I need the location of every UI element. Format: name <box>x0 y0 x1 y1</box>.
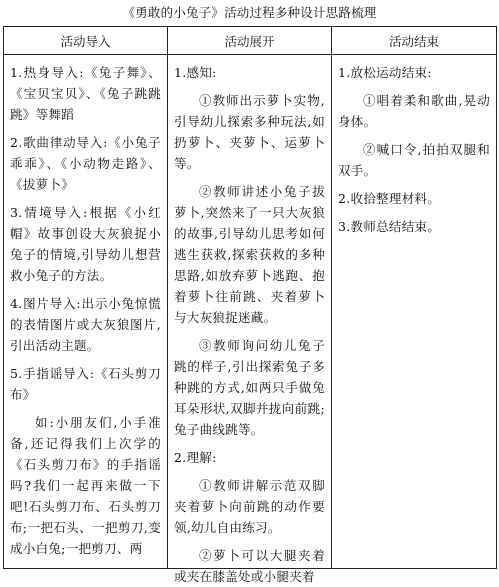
intro-item-scenario: 3.情境导入:根据《小红帽》故事创设大灰狼捉小兔子的情境,引导幼儿想营救小兔子的方法。 <box>10 205 161 283</box>
develop-heading-perceive: 1.感知: <box>174 65 217 80</box>
content-row <box>4 55 497 569</box>
develop-heading-understand: 2.理解: <box>174 450 217 465</box>
header-activity-end: 活动结束 <box>332 27 497 55</box>
develop-item-4: ①教师讲解示范双脚夹着萝卜向前跳的动作要领,幼儿自由练习。 <box>174 478 325 535</box>
intro-item-song: 2.歌曲律动导入:《小兔子乖乖》、《小动物走路》、《拔萝卜》 <box>10 135 161 192</box>
develop-column <box>168 55 332 584</box>
header-row <box>4 27 497 55</box>
ending-item-1: ①唱着柔和歌曲,晃动身体。 <box>338 93 490 129</box>
activity-table <box>3 26 497 584</box>
develop-item-1: ①教师出示萝卜实物,引导幼儿探索多种玩法,如扔萝卜、夹萝卜、运萝卜等。 <box>174 93 325 171</box>
intro-item-picture: 4.图片导入:出示小兔惊慌的表情图片或大灰狼图片,引出活动主题。 <box>10 296 161 353</box>
develop-item-5: ②萝卜可以大腿夹着或夹在膝盖处或小腿夹着 <box>174 548 325 584</box>
ending-item-summary: 3.教师总结结束。 <box>338 219 441 234</box>
ending-item-tidy: 2.收拾整理材料。 <box>338 191 441 206</box>
intro-column <box>4 55 168 569</box>
header-activity-intro: 活动导入 <box>4 27 168 55</box>
intro-item-warmup: 1.热身导入:《兔子舞》、《宝贝宝贝》、《兔子跳跳跳》等舞蹈 <box>10 65 161 122</box>
intro-item-finger-rhyme: 5.手指谣导入:《石头剪刀布》 <box>10 366 161 402</box>
ending-item-2: ②喊口令,拍拍双腿和双手。 <box>338 142 490 178</box>
intro-item-example: 如:小朋友们,小手准备,还记得我们上次学的《石头剪刀布》的手指谣吗?我们一起再来做一下吧!石头剪刀布、石头剪刀布;一把石头、一把剪刀,变成小白兔;一把剪刀、两 <box>10 415 161 556</box>
develop-item-3: ③教师询问幼儿兔子跳的样子,引出探索兔子多种跳的方式,如两只手做兔耳朵形状,双脚并拢向前跳;兔子曲线跳等。 <box>174 338 325 437</box>
header-activity-develop: 活动展开 <box>168 27 332 55</box>
ending-heading-relax: 1.放松运动结束: <box>338 65 432 80</box>
ending-column <box>332 55 497 569</box>
document-title: 《勇敢的小兔子》活动过程多种设计思路梳理 <box>122 5 377 20</box>
develop-item-2: ②教师讲述小兔子拔萝卜,突然来了一只大灰狼的故事,引导幼儿思考如何逃生获救,探索获救的多种思路,如放弃萝卜逃跑、抱着萝卜往前跳、夹着萝卜与大灰狼捉迷藏。 <box>174 184 325 325</box>
